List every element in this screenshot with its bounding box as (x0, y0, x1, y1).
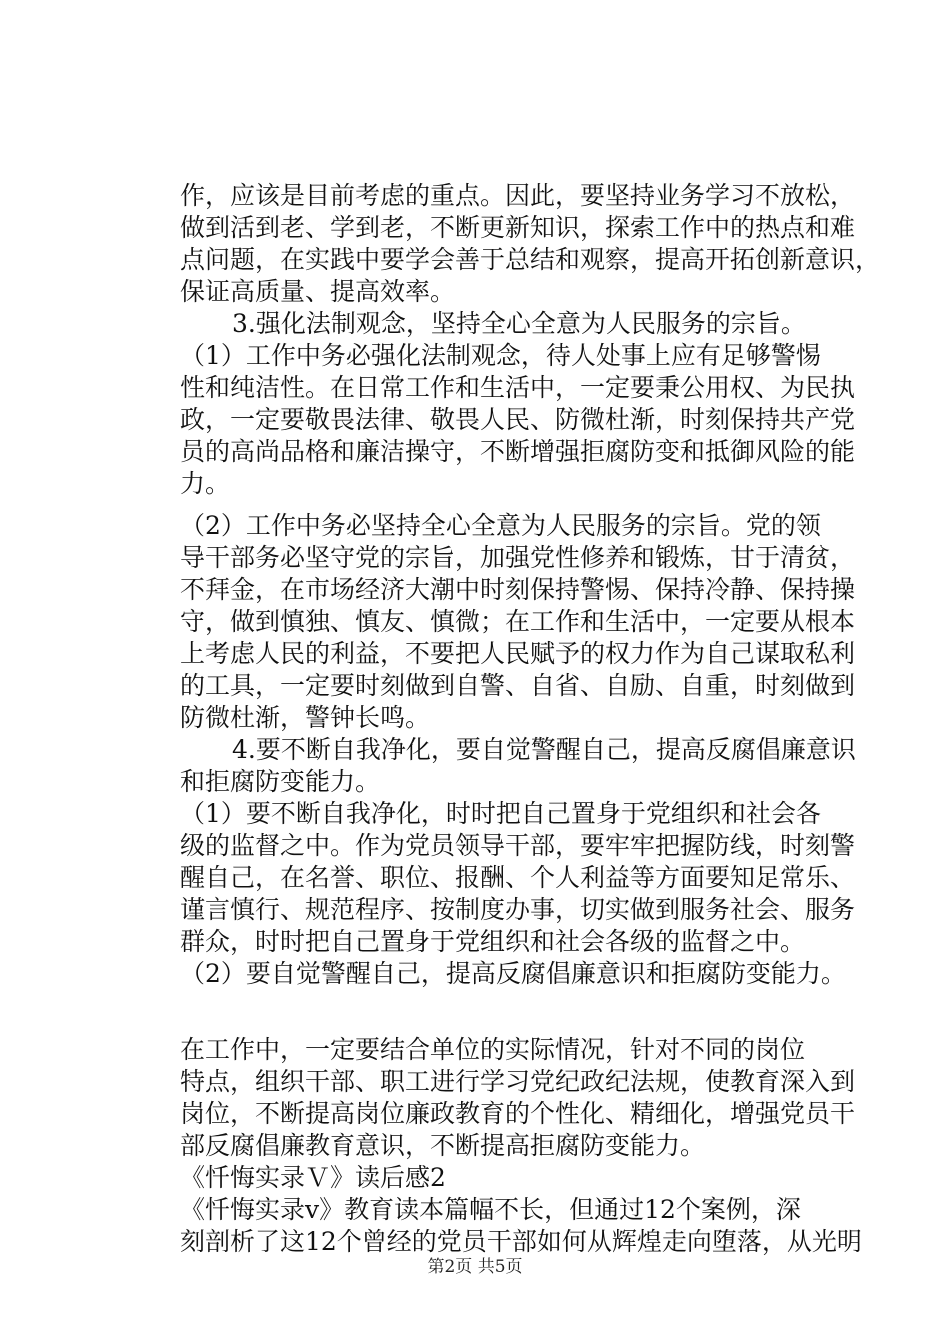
text-line: 部反腐倡廉教育意识，不断提高拒腐防变能力。 (180, 1131, 706, 1160)
text-line: 政，一定要敬畏法律、敬畏人民、防微杜渐，时刻保持共产党 (180, 405, 856, 434)
text-line: （1）要不断自我净化，时时把自己置身于党组织和社会各 (180, 799, 821, 828)
text-line: 级的监督之中。作为党员领导干部，要牢牢把握防线，时刻警 (180, 831, 856, 860)
text-line: 做到活到老、学到老，不断更新知识，探索工作中的热点和难 (180, 213, 856, 242)
text-line: 《忏悔实录v》教育读本篇幅不长，但通过12个案例，深 (180, 1195, 801, 1224)
page-number: 第2页 共5页 (427, 1257, 523, 1277)
text-line: （2）要自觉警醒自己，提高反腐倡廉意识和拒腐防变能力。 (180, 959, 846, 988)
text-line: 导干部务必坚守党的宗旨，加强党性修养和锻炼，甘于清贫， (180, 543, 856, 572)
text-line: 特点，组织干部、职工进行学习党纪政纪法规，使教育深入到 (180, 1067, 856, 1096)
text-line: 保证高质量、提高效率。 (180, 277, 456, 306)
text-line: 的工具，一定要时刻做到自警、自省、自励、自重，时刻做到 (180, 671, 856, 700)
text-line: 在工作中，一定要结合单位的实际情况，针对不同的岗位 (180, 1035, 806, 1064)
text-line: 醒自己，在名誉、职位、报酬、个人利益等方面要知足常乐、 (180, 863, 856, 892)
text-line: 刻剖析了这12个曾经的党员干部如何从辉煌走向堕落，从光明 (180, 1227, 862, 1256)
text-line: 群众，时时把自己置身于党组织和社会各级的监督之中。 (180, 927, 806, 956)
text-line: （2）工作中务必坚持全心全意为人民服务的宗旨。党的领 (180, 511, 821, 540)
text-line: 员的高尚品格和廉洁操守，不断增强拒腐防变和抵御风险的能 (180, 437, 856, 466)
text-line: 不拜金，在市场经济大潮中时刻保持警惕、保持冷静、保持操 (180, 575, 856, 604)
text-line: 《忏悔实录Ｖ》读后感2 (180, 1163, 446, 1192)
text-line: （1）工作中务必强化法制观念，待人处事上应有足够警惕 (180, 341, 821, 370)
text-line: 和拒腐防变能力。 (180, 767, 381, 796)
text-line: 上考虑人民的利益，不要把人民赋予的权力作为自己谋取私利 (180, 639, 856, 668)
text-line: 岗位，不断提高岗位廉政教育的个性化、精细化，增强党员干 (180, 1099, 856, 1128)
text-line: 作，应该是目前考虑的重点。因此，要坚持业务学习不放松， (180, 181, 856, 210)
text-line: 3.强化法制观念，坚持全心全意为人民服务的宗旨。 (232, 309, 806, 338)
text-line: 防微杜渐，警钟长鸣。 (180, 703, 431, 732)
text-line: 性和纯洁性。在日常工作和生活中，一定要秉公用权、为民执 (180, 373, 856, 402)
text-line: 点问题，在实践中要学会善于总结和观察，提高开拓创新意识， (180, 245, 881, 274)
text-line: 谨言慎行、规范程序、按制度办事，切实做到服务社会、服务 (180, 895, 856, 924)
text-line: 守，做到慎独、慎友、慎微；在工作和生活中，一定要从根本 (180, 607, 856, 636)
text-line: 力。 (180, 469, 231, 498)
text-line: 4.要不断自我净化，要自觉警醒自己，提高反腐倡廉意识 (232, 735, 856, 764)
